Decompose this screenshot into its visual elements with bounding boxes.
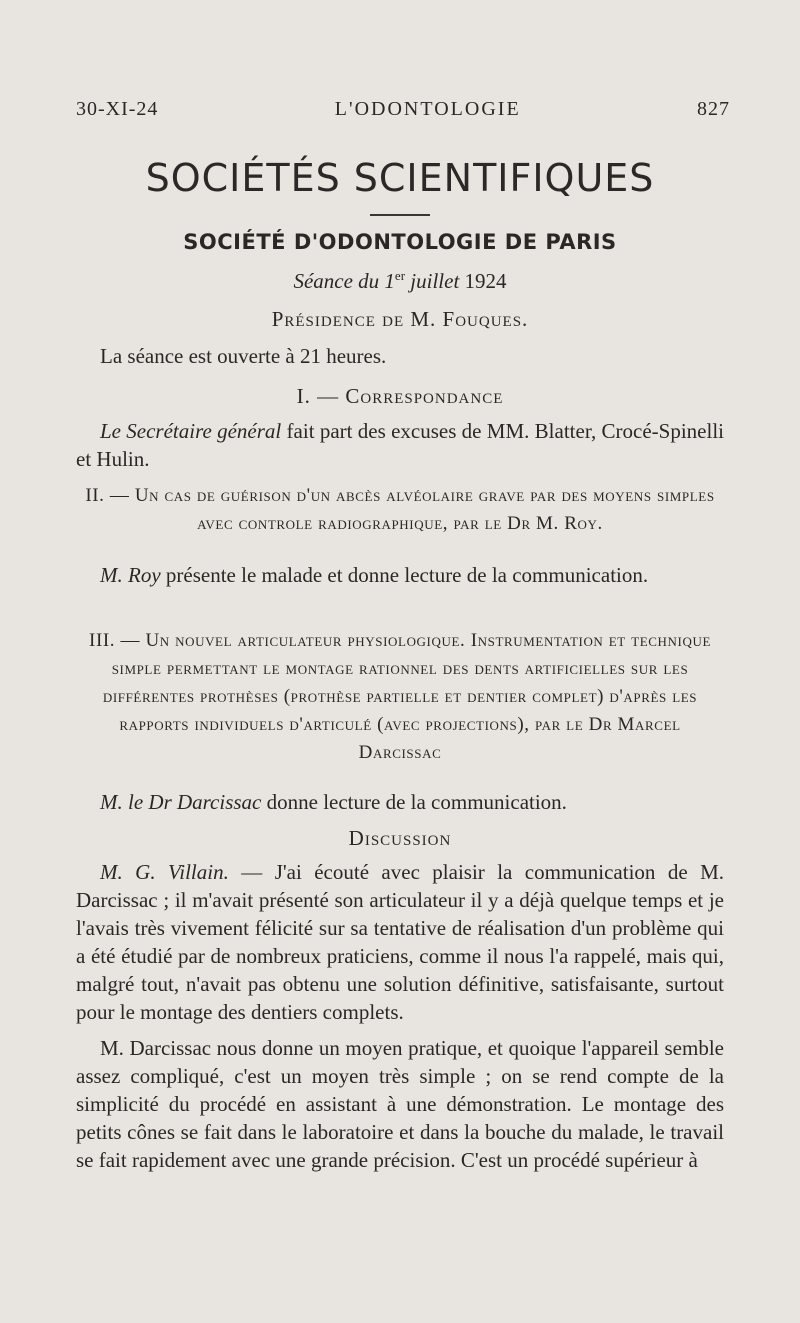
- presidence-line: Présidence de M. Fouques.: [271, 307, 529, 331]
- section3-paragraph: [76, 788, 724, 816]
- discussion-paragraph-2: M. Darcissac nous donne un moyen pratique, et quoique l'appareil semble assez compliqué, c'est un moyen très simple ; on se rend compte de la simplicité du procédé en assistant à une démonstration. Le montage des petits cônes se fait dans le laboratoire et dans la bouche du malade, le travail se fait rapidement avec une grande précision. C'est un procédé supérieur à: [76, 1036, 724, 1172]
- discussion-p1-text: — J'ai écouté avec plaisir la communication de M. Darcissac ; il m'avait présenté son articulateur il y a déjà quelque temps et je l'avais très vivement félicité sur sa tentative de réalisation d'un problème qui a été étudié par de nombreux praticiens, comme il nous l'a rappelé, mais qui, malgré tout, n'avait pas obtenu une solution définitive, satisfaisante, surtout pour le montage des dentiers complets.: [76, 860, 724, 1024]
- section3-text: donne lecture de la communication.: [261, 790, 567, 814]
- title-divider: [370, 214, 430, 216]
- page-number: 827: [697, 98, 730, 120]
- section1-paragraph: [76, 417, 724, 473]
- seance-sup: er: [394, 268, 406, 283]
- section1-heading: I. — Correspondance: [296, 384, 504, 408]
- section3-speaker: M. le Dr Darcissac: [100, 790, 262, 814]
- running-header: [76, 98, 730, 121]
- section1-speaker: Le Secrétaire général: [100, 419, 282, 443]
- page-title: SOCIÉTÉS SCIENTIFIQUES: [145, 156, 655, 200]
- section2-text: présente le malade et donne lecture de la communication.: [160, 563, 649, 587]
- seance-year: 1924: [464, 269, 507, 293]
- section2-speaker: M. Roy: [100, 563, 161, 587]
- discussion-heading: Discussion: [348, 826, 452, 850]
- discussion-speaker: M. G. Villain.: [100, 860, 229, 884]
- journal-name: L'ODONTOLOGIE: [334, 98, 521, 120]
- issue-date: 30-XI-24: [76, 98, 159, 120]
- section3-heading: III. — Un nouvel articulateur physiologique. Instrumentation et technique simple permettant le montage rationnel des dents artificielles sur les différentes prothèses (prothèse partielle et dentier complet) d'après les rapports individuels d'articulé (avec projections), par le Dr Marcel Darcissac: [89, 630, 711, 763]
- seance-month: juillet: [410, 269, 460, 293]
- discussion-paragraph-1: [76, 858, 724, 1026]
- section1-text: fait part des excuses de MM. Blatter, Crocé-Spinelli et Hulin.: [76, 419, 725, 471]
- opening-line: La séance est ouverte à 21 heures.: [100, 344, 387, 368]
- society-heading: SOCIÉTÉ D'ODONTOLOGIE DE PARIS: [183, 230, 617, 254]
- seance-date: [0, 268, 800, 294]
- section2-paragraph: [76, 561, 724, 589]
- section2-heading: II. — Un cas de guérison d'un abcès alvéolaire grave par des moyens simples avec controle radiographique, par le Dr M. Roy.: [85, 485, 715, 534]
- seance-prefix: Séance du 1: [293, 269, 395, 293]
